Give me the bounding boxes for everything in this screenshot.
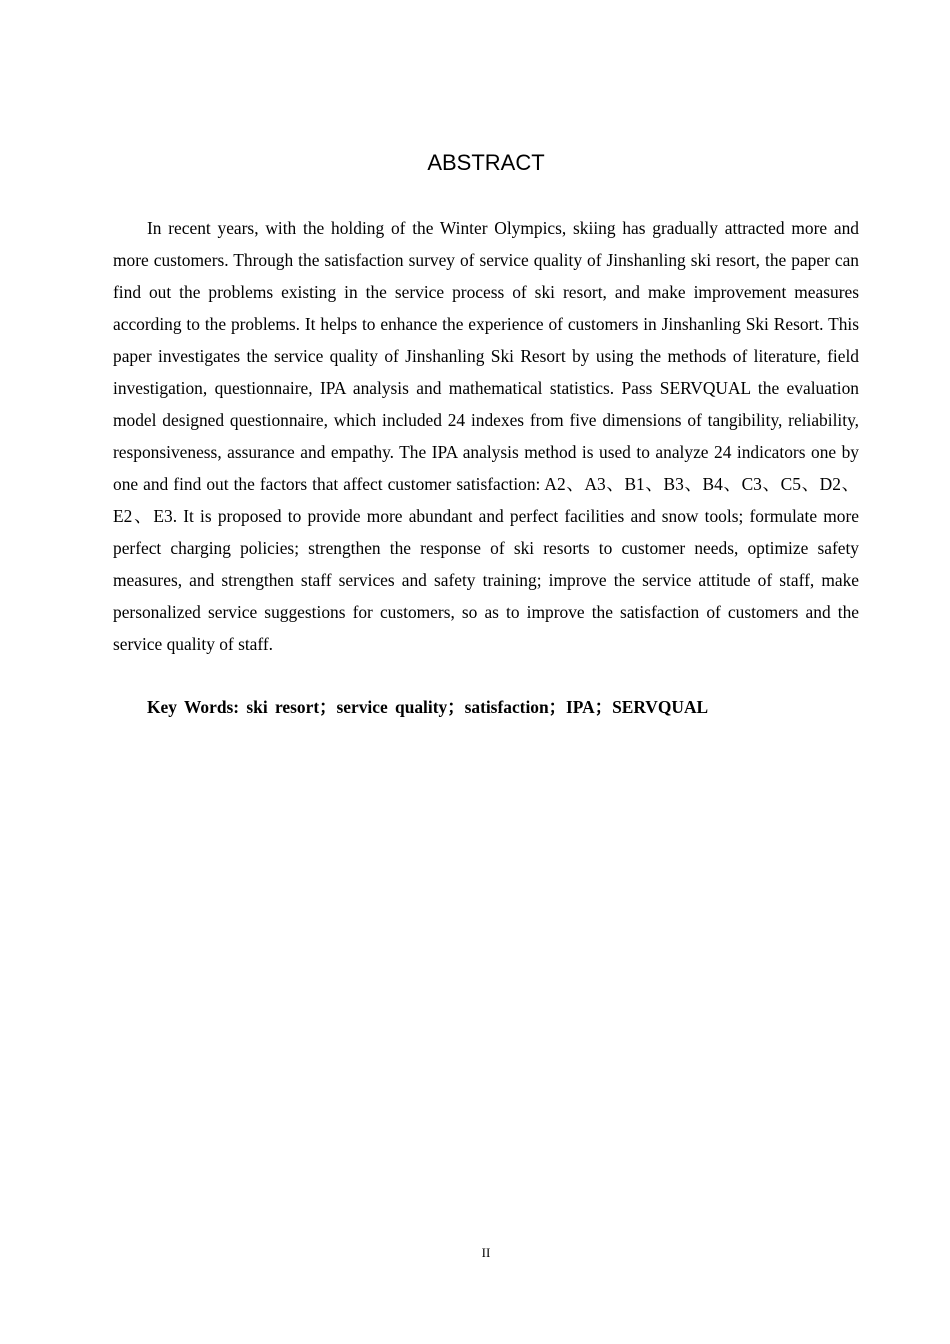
abstract-title: ABSTRACT	[427, 150, 545, 175]
page-number: II	[481, 1245, 491, 1260]
keywords-line: Key Words: ski resort；service quality；satisfaction；IPA；SERVQUAL	[147, 697, 709, 717]
abstract-body: In recent years, with the holding of the Winter Olympics, skiing has gradually attracted more and more customers. Through the satisfaction survey of service quality of Jinshanling ski resort, the paper can find out the problems existing in the service process of ski resort, and make improvement measures according to the problems. It helps to enhance the experience of customers in Jinshanling Ski Resort. This paper investigates the service quality of Jinshanling Ski Resort by using the methods of literature, field investigation, questionnaire, IPA analysis and mathematical statistics. Pass SERVQUAL the evaluation model designed questionnaire, which included 24 indexes from five dimensions of tangibility, reliability, responsiveness, assurance and empathy. The IPA analysis method is used to analyze 24 indicators one by one and find out the factors that affect customer satisfaction: A2、A3、B1、B3、B4、C3、C5、D2、E2、E3. It is proposed to provide more abundant and perfect facilities and snow tools; formulate more perfect charging policies; strengthen the response of ski resorts to customer needs, optimize safety measures, and strengthen staff services and safety training; improve the service attitude of staff, make personalized service suggestions for customers, so as to improve the satisfaction of customers and the service quality of staff.	[113, 218, 859, 654]
